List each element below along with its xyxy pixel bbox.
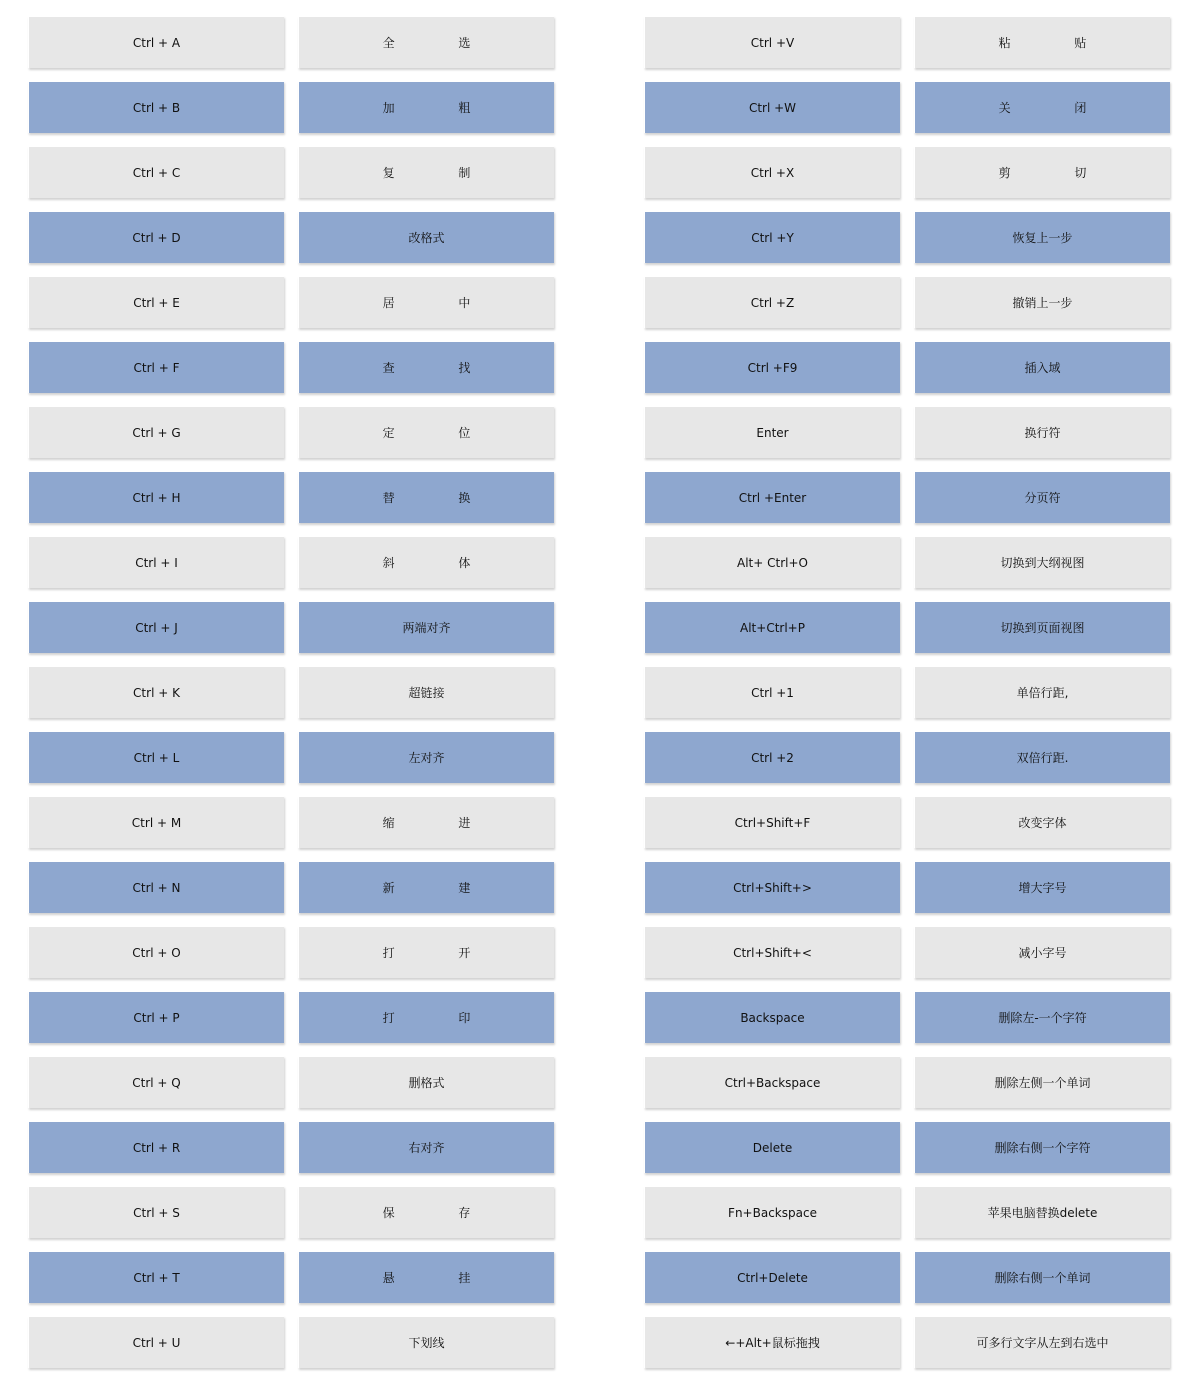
shortcut-key-cell: Ctrl + G bbox=[28, 406, 284, 458]
shortcut-description-cell: 换行符 bbox=[914, 406, 1170, 458]
shortcut-description-cell: 恢复上一步 bbox=[914, 211, 1170, 263]
shortcut-key-cell: Ctrl + M bbox=[28, 796, 284, 848]
shortcut-row bbox=[28, 731, 554, 783]
shortcut-key-cell: Ctrl + F bbox=[28, 341, 284, 393]
shortcut-description-cell: 关 闭 bbox=[914, 81, 1170, 133]
shortcut-description-cell: 右对齐 bbox=[298, 1121, 554, 1173]
shortcut-row bbox=[644, 81, 1170, 133]
shortcut-description-cell: 超链接 bbox=[298, 666, 554, 718]
shortcut-description-cell: 增大字号 bbox=[914, 861, 1170, 913]
shortcut-row bbox=[644, 146, 1170, 198]
shortcut-key-cell: Ctrl + U bbox=[28, 1316, 284, 1368]
shortcut-table-right bbox=[644, 16, 1170, 1368]
shortcut-description-cell: 新 建 bbox=[298, 861, 554, 913]
shortcut-key-cell: Enter bbox=[644, 406, 900, 458]
shortcut-key-cell: Ctrl+Shift+F bbox=[644, 796, 900, 848]
shortcut-row bbox=[28, 406, 554, 458]
shortcut-key-cell: Ctrl + A bbox=[28, 16, 284, 68]
shortcut-row bbox=[28, 666, 554, 718]
shortcut-row bbox=[644, 926, 1170, 978]
shortcut-key-cell: Ctrl + I bbox=[28, 536, 284, 588]
shortcut-key-cell: Ctrl + J bbox=[28, 601, 284, 653]
shortcut-description-cell: 改变字体 bbox=[914, 796, 1170, 848]
shortcut-key-cell: Ctrl +X bbox=[644, 146, 900, 198]
shortcut-key-cell: Ctrl +F9 bbox=[644, 341, 900, 393]
shortcut-key-cell: Ctrl + N bbox=[28, 861, 284, 913]
shortcut-description-cell: 粘 贴 bbox=[914, 16, 1170, 68]
shortcut-description-cell: 替 换 bbox=[298, 471, 554, 523]
shortcut-row bbox=[644, 601, 1170, 653]
shortcut-description-cell: 全 选 bbox=[298, 16, 554, 68]
shortcut-key-cell: Ctrl + R bbox=[28, 1121, 284, 1173]
shortcut-row bbox=[28, 991, 554, 1043]
shortcut-row bbox=[644, 406, 1170, 458]
shortcut-key-cell: Ctrl +1 bbox=[644, 666, 900, 718]
shortcut-description-cell: 剪 切 bbox=[914, 146, 1170, 198]
shortcut-row bbox=[644, 1121, 1170, 1173]
shortcut-key-cell: Ctrl +Enter bbox=[644, 471, 900, 523]
shortcut-row bbox=[28, 1251, 554, 1303]
shortcut-key-cell: Ctrl + P bbox=[28, 991, 284, 1043]
shortcut-key-cell: Ctrl +V bbox=[644, 16, 900, 68]
shortcut-description-cell: 分页符 bbox=[914, 471, 1170, 523]
shortcut-key-cell: Ctrl+Shift+> bbox=[644, 861, 900, 913]
shortcut-key-cell: Alt+ Ctrl+O bbox=[644, 536, 900, 588]
shortcut-key-cell: Ctrl + E bbox=[28, 276, 284, 328]
shortcut-description-cell: 切换到大纲视图 bbox=[914, 536, 1170, 588]
shortcut-description-cell: 缩 进 bbox=[298, 796, 554, 848]
shortcut-description-cell: 双倍行距. bbox=[914, 731, 1170, 783]
shortcut-description-cell: 撤销上一步 bbox=[914, 276, 1170, 328]
shortcut-row bbox=[644, 666, 1170, 718]
shortcut-row bbox=[28, 1316, 554, 1368]
shortcut-key-cell: Ctrl+Backspace bbox=[644, 1056, 900, 1108]
shortcut-key-cell: Fn+Backspace bbox=[644, 1186, 900, 1238]
shortcut-row bbox=[28, 341, 554, 393]
shortcut-description-cell: 删除左侧一个单词 bbox=[914, 1056, 1170, 1108]
shortcut-description-cell: 左对齐 bbox=[298, 731, 554, 783]
shortcut-row bbox=[28, 16, 554, 68]
shortcut-row bbox=[28, 536, 554, 588]
shortcut-row bbox=[644, 16, 1170, 68]
shortcut-row bbox=[644, 211, 1170, 263]
shortcut-row bbox=[644, 1056, 1170, 1108]
shortcut-row bbox=[28, 1056, 554, 1108]
shortcut-description-cell: 打 开 bbox=[298, 926, 554, 978]
shortcut-description-cell: 插入域 bbox=[914, 341, 1170, 393]
shortcut-key-cell: Alt+Ctrl+P bbox=[644, 601, 900, 653]
shortcut-key-cell: Ctrl + O bbox=[28, 926, 284, 978]
shortcut-description-cell: 改格式 bbox=[298, 211, 554, 263]
shortcut-row bbox=[644, 1316, 1170, 1368]
shortcut-description-cell: 两端对齐 bbox=[298, 601, 554, 653]
shortcut-row bbox=[28, 276, 554, 328]
shortcut-key-cell: Ctrl + K bbox=[28, 666, 284, 718]
shortcut-description-cell: 删除右侧一个字符 bbox=[914, 1121, 1170, 1173]
shortcut-key-cell: Ctrl +2 bbox=[644, 731, 900, 783]
shortcut-row bbox=[28, 1186, 554, 1238]
shortcut-description-cell: 保 存 bbox=[298, 1186, 554, 1238]
shortcut-row bbox=[644, 796, 1170, 848]
shortcut-key-cell: Ctrl + D bbox=[28, 211, 284, 263]
shortcut-row bbox=[28, 211, 554, 263]
shortcut-row bbox=[28, 81, 554, 133]
shortcut-row bbox=[644, 341, 1170, 393]
shortcut-key-cell: Ctrl +Z bbox=[644, 276, 900, 328]
shortcut-description-cell: 可多行文字从左到右选中 bbox=[914, 1316, 1170, 1368]
shortcut-key-cell: Ctrl + S bbox=[28, 1186, 284, 1238]
shortcut-key-cell: Ctrl + H bbox=[28, 471, 284, 523]
shortcut-row bbox=[28, 1121, 554, 1173]
shortcut-description-cell: 删除右侧一个单词 bbox=[914, 1251, 1170, 1303]
shortcut-key-cell: Ctrl + Q bbox=[28, 1056, 284, 1108]
shortcut-description-cell: 下划线 bbox=[298, 1316, 554, 1368]
shortcut-description-cell: 减小字号 bbox=[914, 926, 1170, 978]
shortcut-row bbox=[644, 276, 1170, 328]
shortcut-description-cell: 定 位 bbox=[298, 406, 554, 458]
shortcut-description-cell: 加 粗 bbox=[298, 81, 554, 133]
shortcut-row bbox=[28, 926, 554, 978]
shortcut-description-cell: 删除左-一个字符 bbox=[914, 991, 1170, 1043]
shortcut-description-cell: 斜 体 bbox=[298, 536, 554, 588]
shortcut-row bbox=[644, 1251, 1170, 1303]
shortcut-key-cell: Ctrl+Delete bbox=[644, 1251, 900, 1303]
shortcut-key-cell: Ctrl+Shift+< bbox=[644, 926, 900, 978]
shortcut-row bbox=[28, 146, 554, 198]
shortcut-key-cell: Ctrl + T bbox=[28, 1251, 284, 1303]
shortcut-description-cell: 悬 挂 bbox=[298, 1251, 554, 1303]
shortcut-key-cell: Ctrl + B bbox=[28, 81, 284, 133]
shortcut-key-cell: Ctrl +W bbox=[644, 81, 900, 133]
shortcut-row bbox=[28, 796, 554, 848]
shortcut-key-cell: Delete bbox=[644, 1121, 900, 1173]
shortcut-key-cell: Backspace bbox=[644, 991, 900, 1043]
shortcut-description-cell: 复 制 bbox=[298, 146, 554, 198]
shortcut-table-left bbox=[28, 16, 554, 1368]
shortcut-key-cell: Ctrl + C bbox=[28, 146, 284, 198]
shortcut-key-cell: Ctrl + L bbox=[28, 731, 284, 783]
shortcut-row bbox=[644, 536, 1170, 588]
shortcut-description-cell: 切换到页面视图 bbox=[914, 601, 1170, 653]
shortcut-row bbox=[644, 861, 1170, 913]
shortcut-description-cell: 查 找 bbox=[298, 341, 554, 393]
shortcut-key-cell: ←+Alt+鼠标拖拽 bbox=[644, 1316, 900, 1368]
shortcut-description-cell: 居 中 bbox=[298, 276, 554, 328]
shortcut-description-cell: 删格式 bbox=[298, 1056, 554, 1108]
shortcut-row bbox=[28, 861, 554, 913]
shortcut-description-cell: 苹果电脑替换delete bbox=[914, 1186, 1170, 1238]
shortcut-key-cell: Ctrl +Y bbox=[644, 211, 900, 263]
shortcut-row bbox=[644, 1186, 1170, 1238]
shortcut-description-cell: 打 印 bbox=[298, 991, 554, 1043]
shortcut-row bbox=[644, 731, 1170, 783]
shortcut-description-cell: 单倍行距, bbox=[914, 666, 1170, 718]
shortcut-row bbox=[28, 471, 554, 523]
shortcut-row bbox=[644, 991, 1170, 1043]
shortcut-row bbox=[28, 601, 554, 653]
shortcut-row bbox=[644, 471, 1170, 523]
